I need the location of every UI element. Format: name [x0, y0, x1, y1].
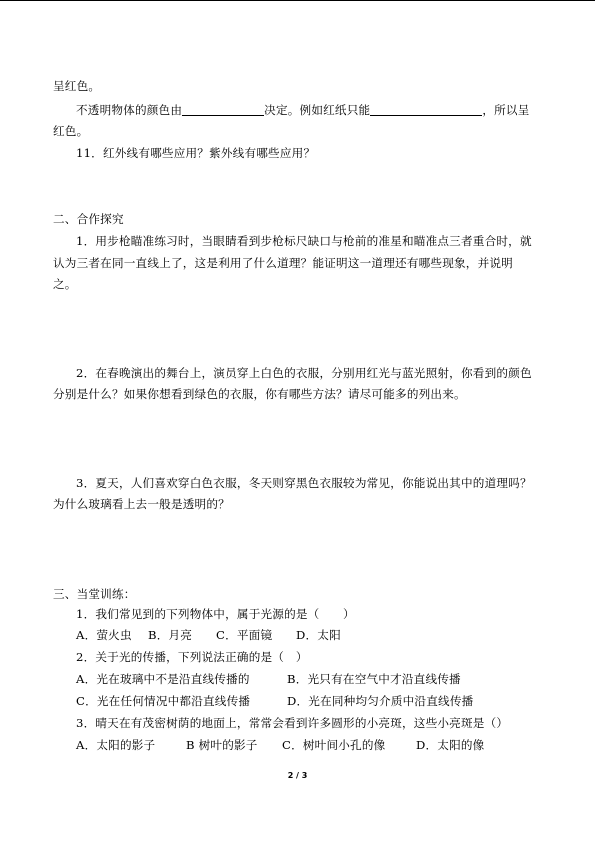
option-c[interactable]: C．光在任何情况中都沿直线传播	[76, 694, 251, 708]
question-text: 认为三者在同一直线上了，这是利用了什么道理？能证明这一道理还有哪些现象，并说明	[53, 256, 513, 270]
text-line: 红色。	[53, 124, 89, 138]
option-d[interactable]: D．光在同种均匀介质中沿直线传播	[287, 694, 474, 708]
question-text: 为什么玻璃看上去一般是透明的？	[53, 497, 230, 511]
option-row	[76, 694, 473, 708]
option-b[interactable]: B 树叶的影子	[186, 738, 258, 752]
question-text: 分别是什么？如果你想看到绿色的衣服，你有哪些方法？请尽可能多的列出来。	[53, 387, 466, 401]
option-a[interactable]: A．萤火虫	[76, 628, 132, 642]
option-a[interactable]: A．光在玻璃中不是沿直线传播的	[76, 672, 250, 686]
option-c[interactable]: C．平面镜	[216, 628, 273, 642]
option-c[interactable]: C．树叶间小孔的像	[282, 738, 386, 752]
question-text: 2．在春晚演出的舞台上，演员穿上白色的衣服，分别用红光与蓝光照射，你看到的颜色	[76, 366, 532, 380]
option-d[interactable]: D．太阳	[296, 628, 341, 642]
question-text: 不透明物体的颜色由	[76, 103, 183, 117]
option-row	[76, 672, 461, 686]
answer-blank[interactable]	[182, 103, 264, 116]
page-number: 2 / 3	[287, 771, 308, 780]
option-b[interactable]: B．月亮	[148, 628, 193, 642]
option-a[interactable]: A．太阳的影子	[76, 738, 156, 752]
question-11: 11．红外线有哪些应用？紫外线有哪些应用？	[76, 146, 316, 160]
option-row	[76, 628, 341, 642]
question-text: 3．晴天在有茂密树荫的地面上，常常会看到许多圆形的小亮斑，这些小亮斑是（）	[76, 716, 509, 730]
question-text: ，所以呈	[482, 103, 530, 117]
answer-blank[interactable]	[370, 103, 482, 116]
text-line: 呈红色。	[53, 79, 101, 93]
question-text: 1．用步枪瞄准练习时，当眼睛看到步枪标尺缺口与枪前的准星和瞄准点三者重合时，就	[76, 234, 532, 248]
page-top-border	[0, 0, 595, 1]
question-text: 决定。例如红纸只能	[264, 103, 371, 117]
option-d[interactable]: D．太阳的像	[416, 738, 485, 752]
fill-in-question	[76, 103, 530, 117]
question-text: 1．我们常见到的下列物体中，属于光源的是（ ）	[76, 607, 355, 621]
question-text: 3．夏天，人们喜欢穿白色衣服，冬天则穿黑色衣服较为常见，你能说出其中的道理吗？	[76, 476, 532, 490]
question-text: 之。	[53, 277, 77, 291]
option-row	[76, 738, 484, 752]
question-text: 2．关于光的传播，下列说法正确的是（ ）	[76, 650, 308, 664]
section-heading: 二、合作探究	[53, 212, 124, 226]
option-b[interactable]: B．光只有在空气中才沿直线传播	[287, 672, 461, 686]
section-heading: 三、当堂训练：	[53, 587, 136, 601]
